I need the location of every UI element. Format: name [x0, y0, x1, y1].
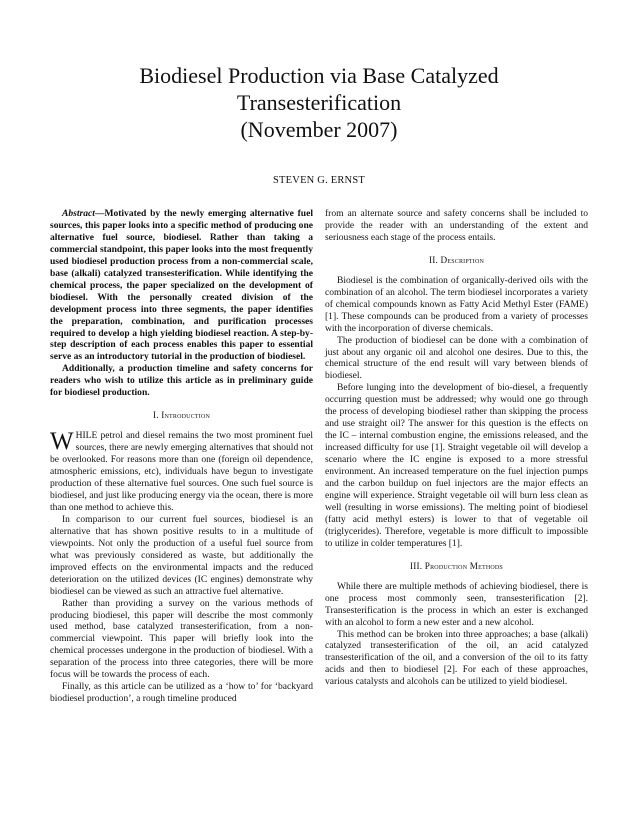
abstract-paragraph-2: Additionally, a production timeline and safety concerns for readers who wish to utilize this article as in preliminary guide for biodiesel production. — [50, 363, 313, 399]
section-heading-description — [325, 255, 588, 267]
drop-cap: W — [50, 428, 74, 456]
abstract-text: —Motivated by the newly emerging alternative fuel sources, this paper looks into a specific method of producing one alternative fuel source, biodiesel. Rather than taking a commercial standpoint, this paper looks into the most frequently used biodiesel production process from a non-commercial scale, base (alkali) catalyzed transesterification. While identifying the chemical process, the paper specialized on the development of biodiesel. With the personally created division of the development process into three segments, the paper identifies the preparation, combination, and purification processes required to develop a high yielding biodiesel reaction. A step-by-step description of each process enables this paper to essential serve as an introductory tutorial in the production of biodiesel. — [50, 208, 313, 363]
intro-text-1: petrol and diesel remains the two most prominent fuel sources, there are newly emerging alternatives that should not be overlooked. For reasons more than one (foreign oil dependence, atmospheric emissions, etc), individuals have begun to investigate production of these alternative fuel sources. One such fuel source is biodiesel, and just like producing energy via the ocean, there is more than one method to achieve this. — [50, 430, 313, 513]
paper-title-line-2: Transesterification — [236, 90, 402, 115]
abstract-paragraph — [50, 208, 313, 363]
section-title: Production Methods — [424, 560, 503, 571]
section-title: Introduction — [161, 410, 211, 421]
intro-paragraph-3: Rather than providing a survey on the various methods of producing biodiesel, this paper will describe the most commonly used method, base catalyzed transesterification, from a non-commercial viewpoint. This paper will briefly look into the chemical processes undergone in the production of biodiesel. With a separation of the process into three categories, there will be more focus will be towards the process of each. — [50, 597, 313, 681]
section-number: III. — [410, 560, 423, 571]
lead-word: HILE — [75, 430, 98, 442]
section-number: I. — [152, 410, 159, 421]
description-paragraph-2: The production of biodiesel can be done with a combination of just about any organic oil and alcohol one desires. Due to this, the chemical structure of the end result will vary between blends of biodiesel. — [325, 334, 588, 382]
methods-paragraph-2: This method can be broken into three approaches; a base (alkali) catalyzed transesterification of the oil, an acid catalyzed transesterification of the oil, and a conversion of the oil to its fatty acids and then to biodiesel [2]. For each of these approaches, various catalysts and alcohols can be utilized to yield biodiesel. — [325, 628, 588, 688]
paper-title-line-3: (November 2007) — [240, 117, 398, 142]
description-paragraph-3: Before lunging into the development of bio-diesel, a frequently occurring question must be addressed; why would one go through the process of developing biodiesel rather than skipping the process and use straight oil? The answer for this question is the effects on the IC – internal combustion engine, the emissions released, and the increased difficulty for use [1]. Straight vegetable oil will develop a scenario where the IC engine is exposed to a more stressful environment. An increased temperature on the fuel injection pumps and the carbon buildup on fuel injectors are the major effects an engine will experience. Straight vegetable oil will burn less clean as well (resulting in worse emissions). The melting point of biodiesel (fatty acid methyl esters) is lower to that of vegetable oil (triglycerides). Therefore, vegetable is more difficult to impossible to utilize in colder temperatures [1]. — [325, 382, 588, 549]
intro-paragraph-2: In comparison to our current fuel sources, biodiesel is an alternative that has shown positive results to in a multitude of viewpoints. Not only the production of a useful fuel source from what was previously considered as waste, but additionally the improved effects on the environmental impacts and the reduced deterioration on the utilized devices (IC engines) demonstrate why biodiesel can be viewed as such an attractive fuel alternative. — [50, 513, 313, 597]
methods-paragraph-1: While there are multiple methods of achieving biodiesel, there is one process most commonly seen, transesterification [2]. Transesterification is the process in which an ester is exchanged with an alcohol to form a new ester and a new alcohol. — [325, 580, 588, 628]
author-name: STEVEN G. ERNST — [273, 175, 365, 186]
left-column — [50, 208, 313, 705]
intro-paragraph-4-continued: from an alternate source and safety concerns shall be included to provide the reader with an understanding of the extent and seriousness each stage of the process entails. — [325, 208, 588, 243]
paper-title-line-1: Biodiesel Production via Base Catalyzed — [139, 63, 499, 88]
section-heading-introduction — [50, 410, 313, 422]
section-number: II. — [428, 254, 438, 265]
section-title: Description — [440, 254, 485, 265]
intro-paragraph-1 — [50, 430, 313, 514]
section-heading-production-methods — [325, 561, 588, 573]
abstract-label: Abstract — [62, 208, 95, 219]
description-paragraph-1: Biodiesel is the combination of organically-derived oils with the combination of an alcohol. The term biodiesel incorporates a variety of chemical compounds known as Fatty Acid Methyl Ester (FAME) [1]. These compounds can be produced from a variety of processes with the incorporation of diverse chemicals. — [325, 274, 588, 334]
right-column — [325, 208, 588, 688]
intro-paragraph-4: Finally, as this article can be utilized as a ‘how to’ for ‘backyard biodiesel production’, a rough timeline produced — [50, 681, 313, 705]
title-block — [0, 62, 638, 143]
